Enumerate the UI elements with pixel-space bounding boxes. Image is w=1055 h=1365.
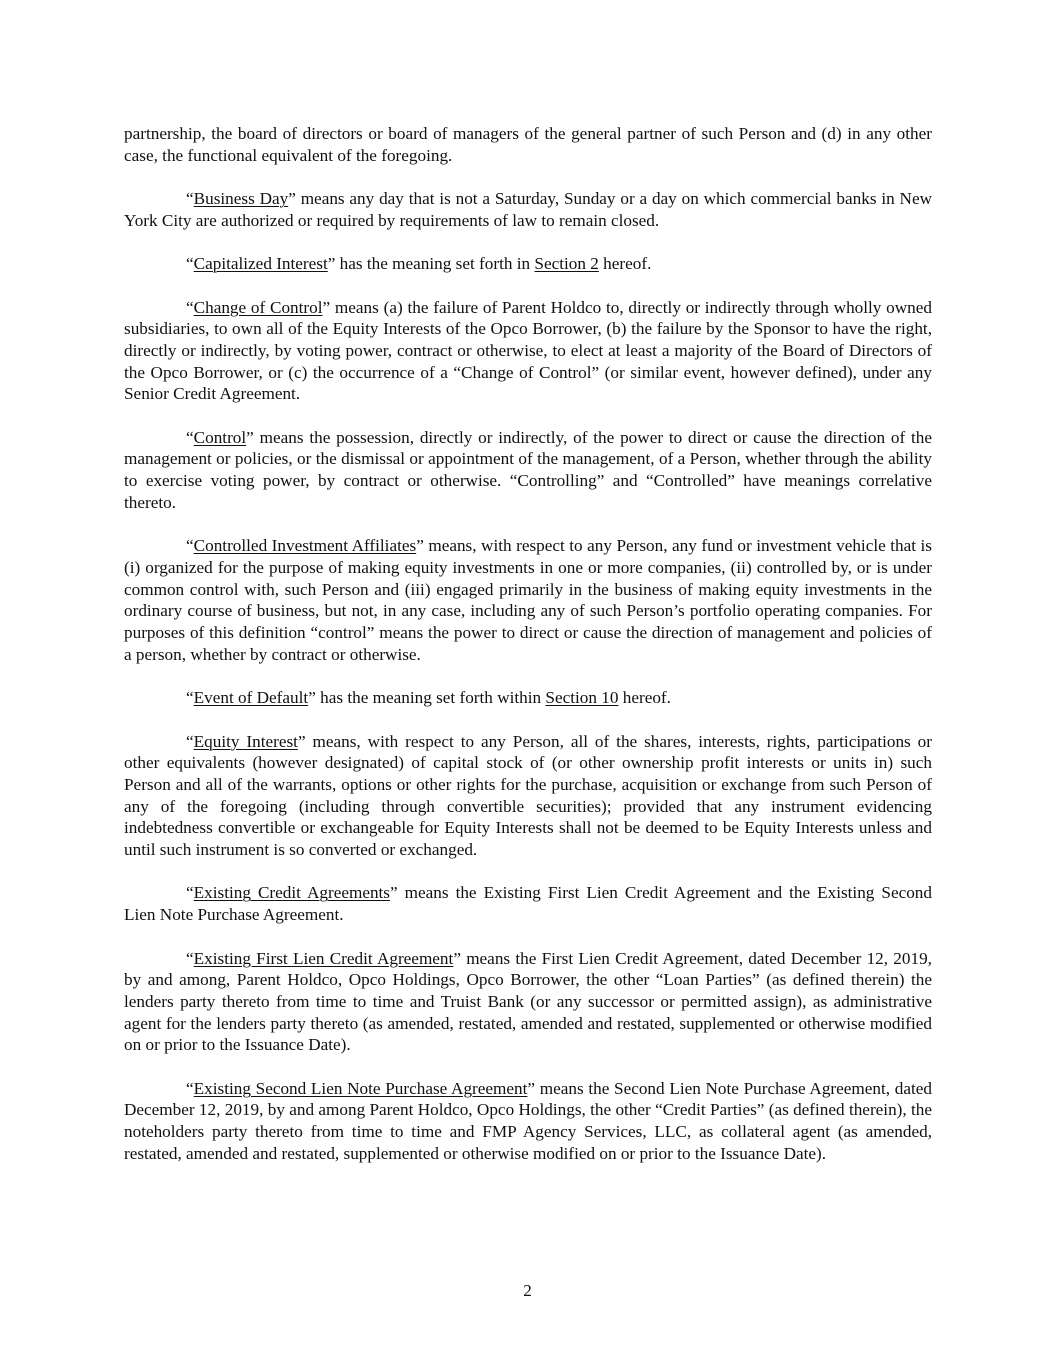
document-body: [124, 123, 932, 1186]
defined-term: Business Day: [193, 189, 289, 209]
paragraph-text: “: [186, 189, 194, 209]
definition-paragraph: [124, 882, 932, 925]
definition-paragraph: [124, 948, 932, 1057]
defined-term: Controlled Investment Affiliates: [193, 536, 417, 556]
paragraph-text: “: [186, 297, 194, 317]
paragraph-text: ” means, with respect to any Person, all of the shares, interests, rights, participations or other equivalents (however designated) of capital stock of (or other ownership profit interests or units in) such Person and all of the warrants, options or other rights for the purchase, acquisition or exchange from such Person of any of the foregoing (including through convertible securities); provided that any instrument evidencing indebtedness convertible or exchangeable for Equity Interests shall not be deemed to be Equity Interests unless and until such instrument is so converted or exchanged.: [124, 731, 932, 860]
definition-paragraph: [124, 731, 932, 861]
defined-term: Existing Credit Agreements: [193, 883, 391, 903]
paragraph-text: ” has the meaning set forth within: [308, 688, 546, 708]
defined-term: Section 10: [545, 688, 619, 708]
defined-term: Equity Interest: [193, 731, 298, 751]
paragraph-text: “: [186, 1078, 194, 1098]
paragraph-text: hereof.: [598, 254, 652, 274]
paragraph-text: ” means any day that is not a Saturday, Sunday or a day on which commercial banks in New York City are authorized or required by requirements of law to remain closed.: [124, 189, 932, 230]
paragraph-text: ” means the Existing First Lien Credit Agreement and the Existing Second Lien Note Purchase Agreement.: [124, 883, 932, 925]
paragraph-text: hereof.: [618, 688, 671, 708]
paragraph-text: “: [186, 427, 194, 447]
defined-term: Event of Default: [193, 688, 309, 708]
paragraph-text: ” means (a) the failure of Parent Holdco to, directly or indirectly through wholly owned subsidiaries, to own all of the Equity Interests of the Opco Borrower, (b) the failure by the Sponsor to have the right, directly or indirectly, by voting power, contract or otherwise, to elect at least a majority of the Board of Directors of the Opco Borrower, or (c) the occurrence of a “Change of Control” (or similar event, however defined), under any Senior Credit Agreement.: [124, 297, 932, 404]
paragraph-text: “: [186, 948, 194, 968]
paragraph-text: partnership, the board of directors or board of managers of the general partner of such Person and (d) in any other case, the functional equivalent of the foregoing.: [124, 124, 932, 165]
definition-paragraph: [124, 1078, 932, 1165]
paragraph-text: ” means the First Lien Credit Agreement, dated December 12, 2019, by and among, Parent Holdco, Opco Holdings, Opco Borrower, the other “Loan Parties” (as defined therein) the lenders party thereto from time to time and Truist Bank (or any successor or permitted assign), as administrative agent for the lenders party thereto (as amended, restated, amended and restated, supplemented or otherwise modified on or prior to the Issuance Date).: [124, 948, 932, 1055]
page-number: 2: [523, 1281, 532, 1300]
defined-term: Existing First Lien Credit Agreement: [193, 948, 454, 968]
definition-paragraph: [124, 297, 932, 406]
paragraph-text: “: [186, 536, 194, 556]
defined-term: Existing Second Lien Note Purchase Agreement: [193, 1078, 528, 1098]
definition-paragraph: [124, 123, 932, 166]
defined-term: Capitalized Interest: [193, 254, 328, 274]
defined-term: Section 2: [534, 254, 599, 274]
defined-term: Control: [193, 427, 247, 447]
paragraph-text: ” means the Second Lien Note Purchase Agreement, dated December 12, 2019, by and among Parent Holdco, Opco Holdings, the other “Credit Parties” (as defined therein), the noteholders party thereto from time to time and FMP Agency Services, LLC, as collateral agent (as amended, restated, amended and restated, supplemented or otherwise modified on or prior to the Issuance Date).: [124, 1078, 932, 1163]
paragraph-text: “: [186, 883, 194, 903]
paragraph-text: ” means the possession, directly or indirectly, of the power to direct or cause the direction of the management or policies, or the dismissal or appointment of the management, of a Person, whether through the ability to exercise voting power, by contract or otherwise. “Controlling” and “Controlled” have meanings correlative thereto.: [124, 427, 932, 512]
definition-paragraph: [124, 253, 932, 275]
paragraph-text: “: [186, 688, 194, 708]
definition-paragraph: [124, 188, 932, 231]
defined-term: Change of Control: [193, 297, 323, 317]
definition-paragraph: [124, 687, 932, 709]
definition-paragraph: [124, 427, 932, 514]
paragraph-text: “: [186, 731, 194, 751]
paragraph-text: ” has the meaning set forth in: [327, 254, 535, 274]
paragraph-text: “: [186, 254, 194, 274]
paragraph-text: ” means, with respect to any Person, any fund or investment vehicle that is (i) organized for the purpose of making equity investments in one or more companies, (ii) controlled by, or is under common control with, such Person and (iii) engaged primarily in the business of making equity investments in the ordinary course of business, but not, in any case, including any of such Person’s portfolio operating companies. For purposes of this definition “control” means the power to direct or cause the direction of management and policies of a person, whether by contract or otherwise.: [124, 536, 932, 664]
definition-paragraph: [124, 535, 932, 665]
